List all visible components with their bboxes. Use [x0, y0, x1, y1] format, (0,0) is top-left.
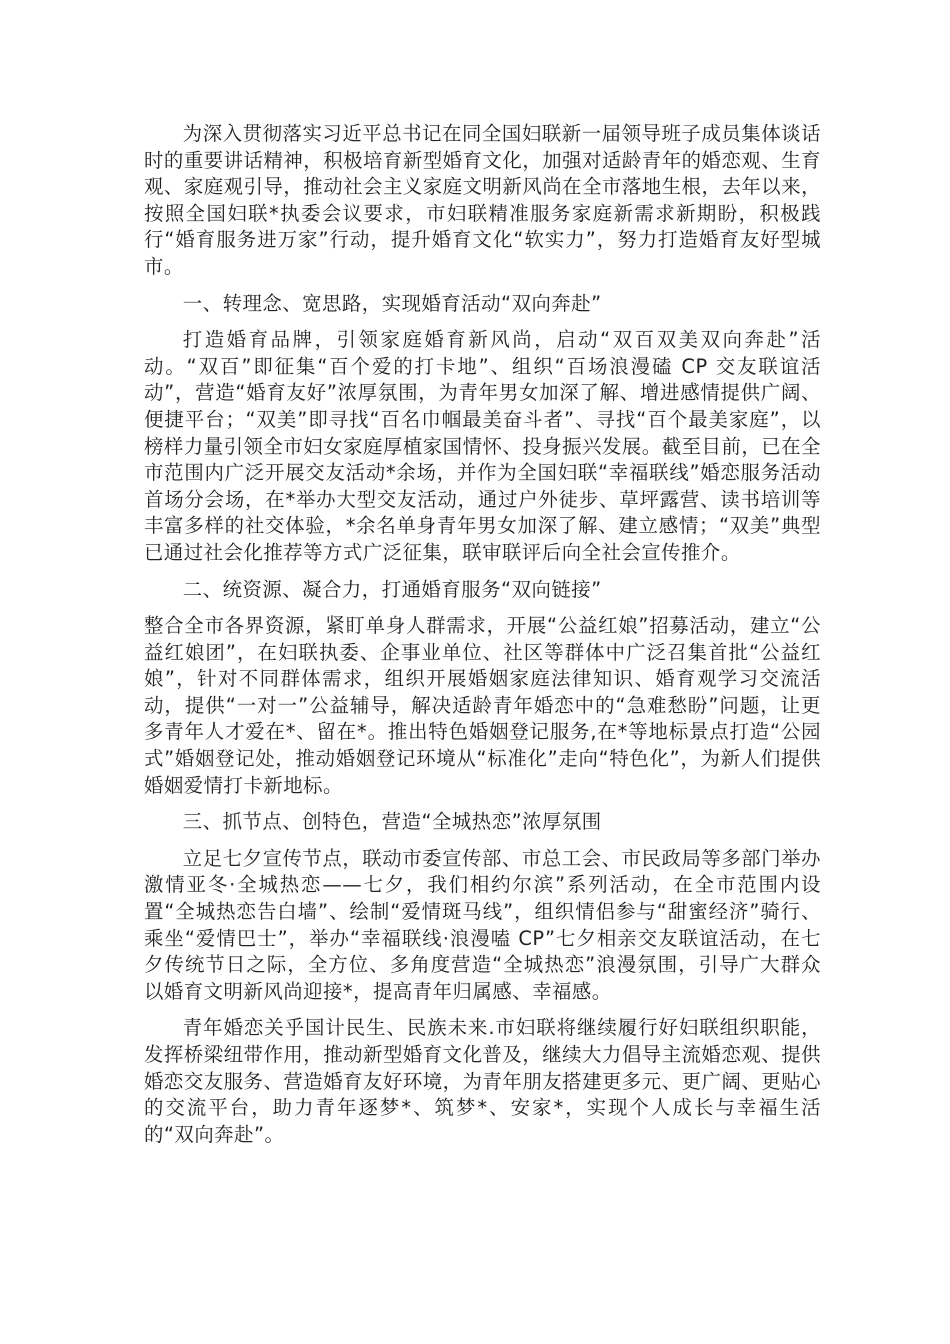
- section-heading-2: 二、统资源、凝合力，打通婚育服务“双向链接”: [182, 577, 602, 601]
- section-2-paragraph: 整合全市各界资源，紧盯单身人群需求，开展“公益红娘”招募活动，建立“公益红娘团”，在妇联执委、企事业单位、社区等群体中广泛召集首批“公益红娘”，针对不同群体需求，组织开展婚姻家庭法律知识、婚育观学习交流活动，提供“一对一”公益辅导，解决适龄青年婚恋中的“急难愁盼”问题，让更多青年人才爱在*、留在*。推出特色婚姻登记服务,在*等地标景点打造“公园式”婚姻登记处，推动婚姻登记环境从“标准化”走向“特色化”，为新人们提供婚姻爱情打卡新地标。: [144, 614, 821, 797]
- section-3-paragraph: 立足七夕宣传节点，联动市委宣传部、市总工会、市民政局等多部门举办激情亚冬·全城热恋——七夕，我们相约尔滨”系列活动，在全市范围内设置“全城热恋告白墙”、绘制“爱情斑马线”，组织情侣参与“甜蜜经济”骑行、乘坐“爱情巴士”，举办“幸福联线·浪漫嗑 CP”七夕相亲交友联谊活动，在七夕传统节日之际，全方位、多角度营造“全城热恋”浪漫氛围，引导广大群众以婚育文明新风尚迎接*，提高青年归属感、幸福感。: [144, 846, 821, 1003]
- intro-paragraph: 为深入贯彻落实习近平总书记在同全国妇联新一届领导班子成员集体谈话时的重要讲话精神，积极培育新型婚育文化，加强对适龄青年的婚恋观、生育观、家庭观引导，推动社会主义家庭文明新风尚在全市落地生根，去年以来，按照全国妇联*执委会议要求，市妇联精准服务家庭新需求新期盼，积极践行“婚育服务进万家”行动，提升婚育文化“软实力”，努力打造婚育友好型城市。: [144, 122, 821, 278]
- section-heading-1: 一、转理念、宽思路，实现婚育活动“双向奔赴”: [182, 291, 602, 315]
- closing-paragraph: 青年婚恋关乎国计民生、民族未来.市妇联将继续履行好妇联组织职能，发挥桥梁纽带作用，推动新型婚育文化普及，继续大力倡导主流婚恋观、提供婚恋交友服务、营造婚育友好环境，为青年朋友搭建更多元、更广阔、更贴心的交流平台，助力青年逐梦*、筑梦*、安家*，实现个人成长与幸福生活的“双向奔赴”。: [144, 1016, 821, 1146]
- section-1-paragraph: 打造婚育品牌，引领家庭婚育新风尚，启动“双百双美双向奔赴”活动。“双百”即征集“百个爱的打卡地”、组织“百场浪漫磕 CP 交友联谊活动”，营造“婚育友好”浓厚氛围，为青年男女加深了解、增进感情提供广阔、便捷平台；“双美”即寻找“百名巾帼最美奋斗者”、寻找“百个最美家庭”，以榜样力量引领全市妇女家庭厚植家国情怀、投身振兴发展。截至目前，已在全市范围内广泛开展交友活动*余场，并作为全国妇联“幸福联线”婚恋服务活动首场分会场，在*举办大型交友活动，通过户外徒步、草坪露营、读书培训等丰富多样的社交体验，*余名单身青年男女加深了解、建立感情；“双美”典型已通过社会化推荐等方式广泛征集，联审联评后向全社会宣传推介。: [144, 328, 821, 564]
- section-heading-3: 三、抓节点、创特色，营造“全城热恋”浓厚氛围: [182, 810, 602, 834]
- document-body: [144, 121, 821, 1158]
